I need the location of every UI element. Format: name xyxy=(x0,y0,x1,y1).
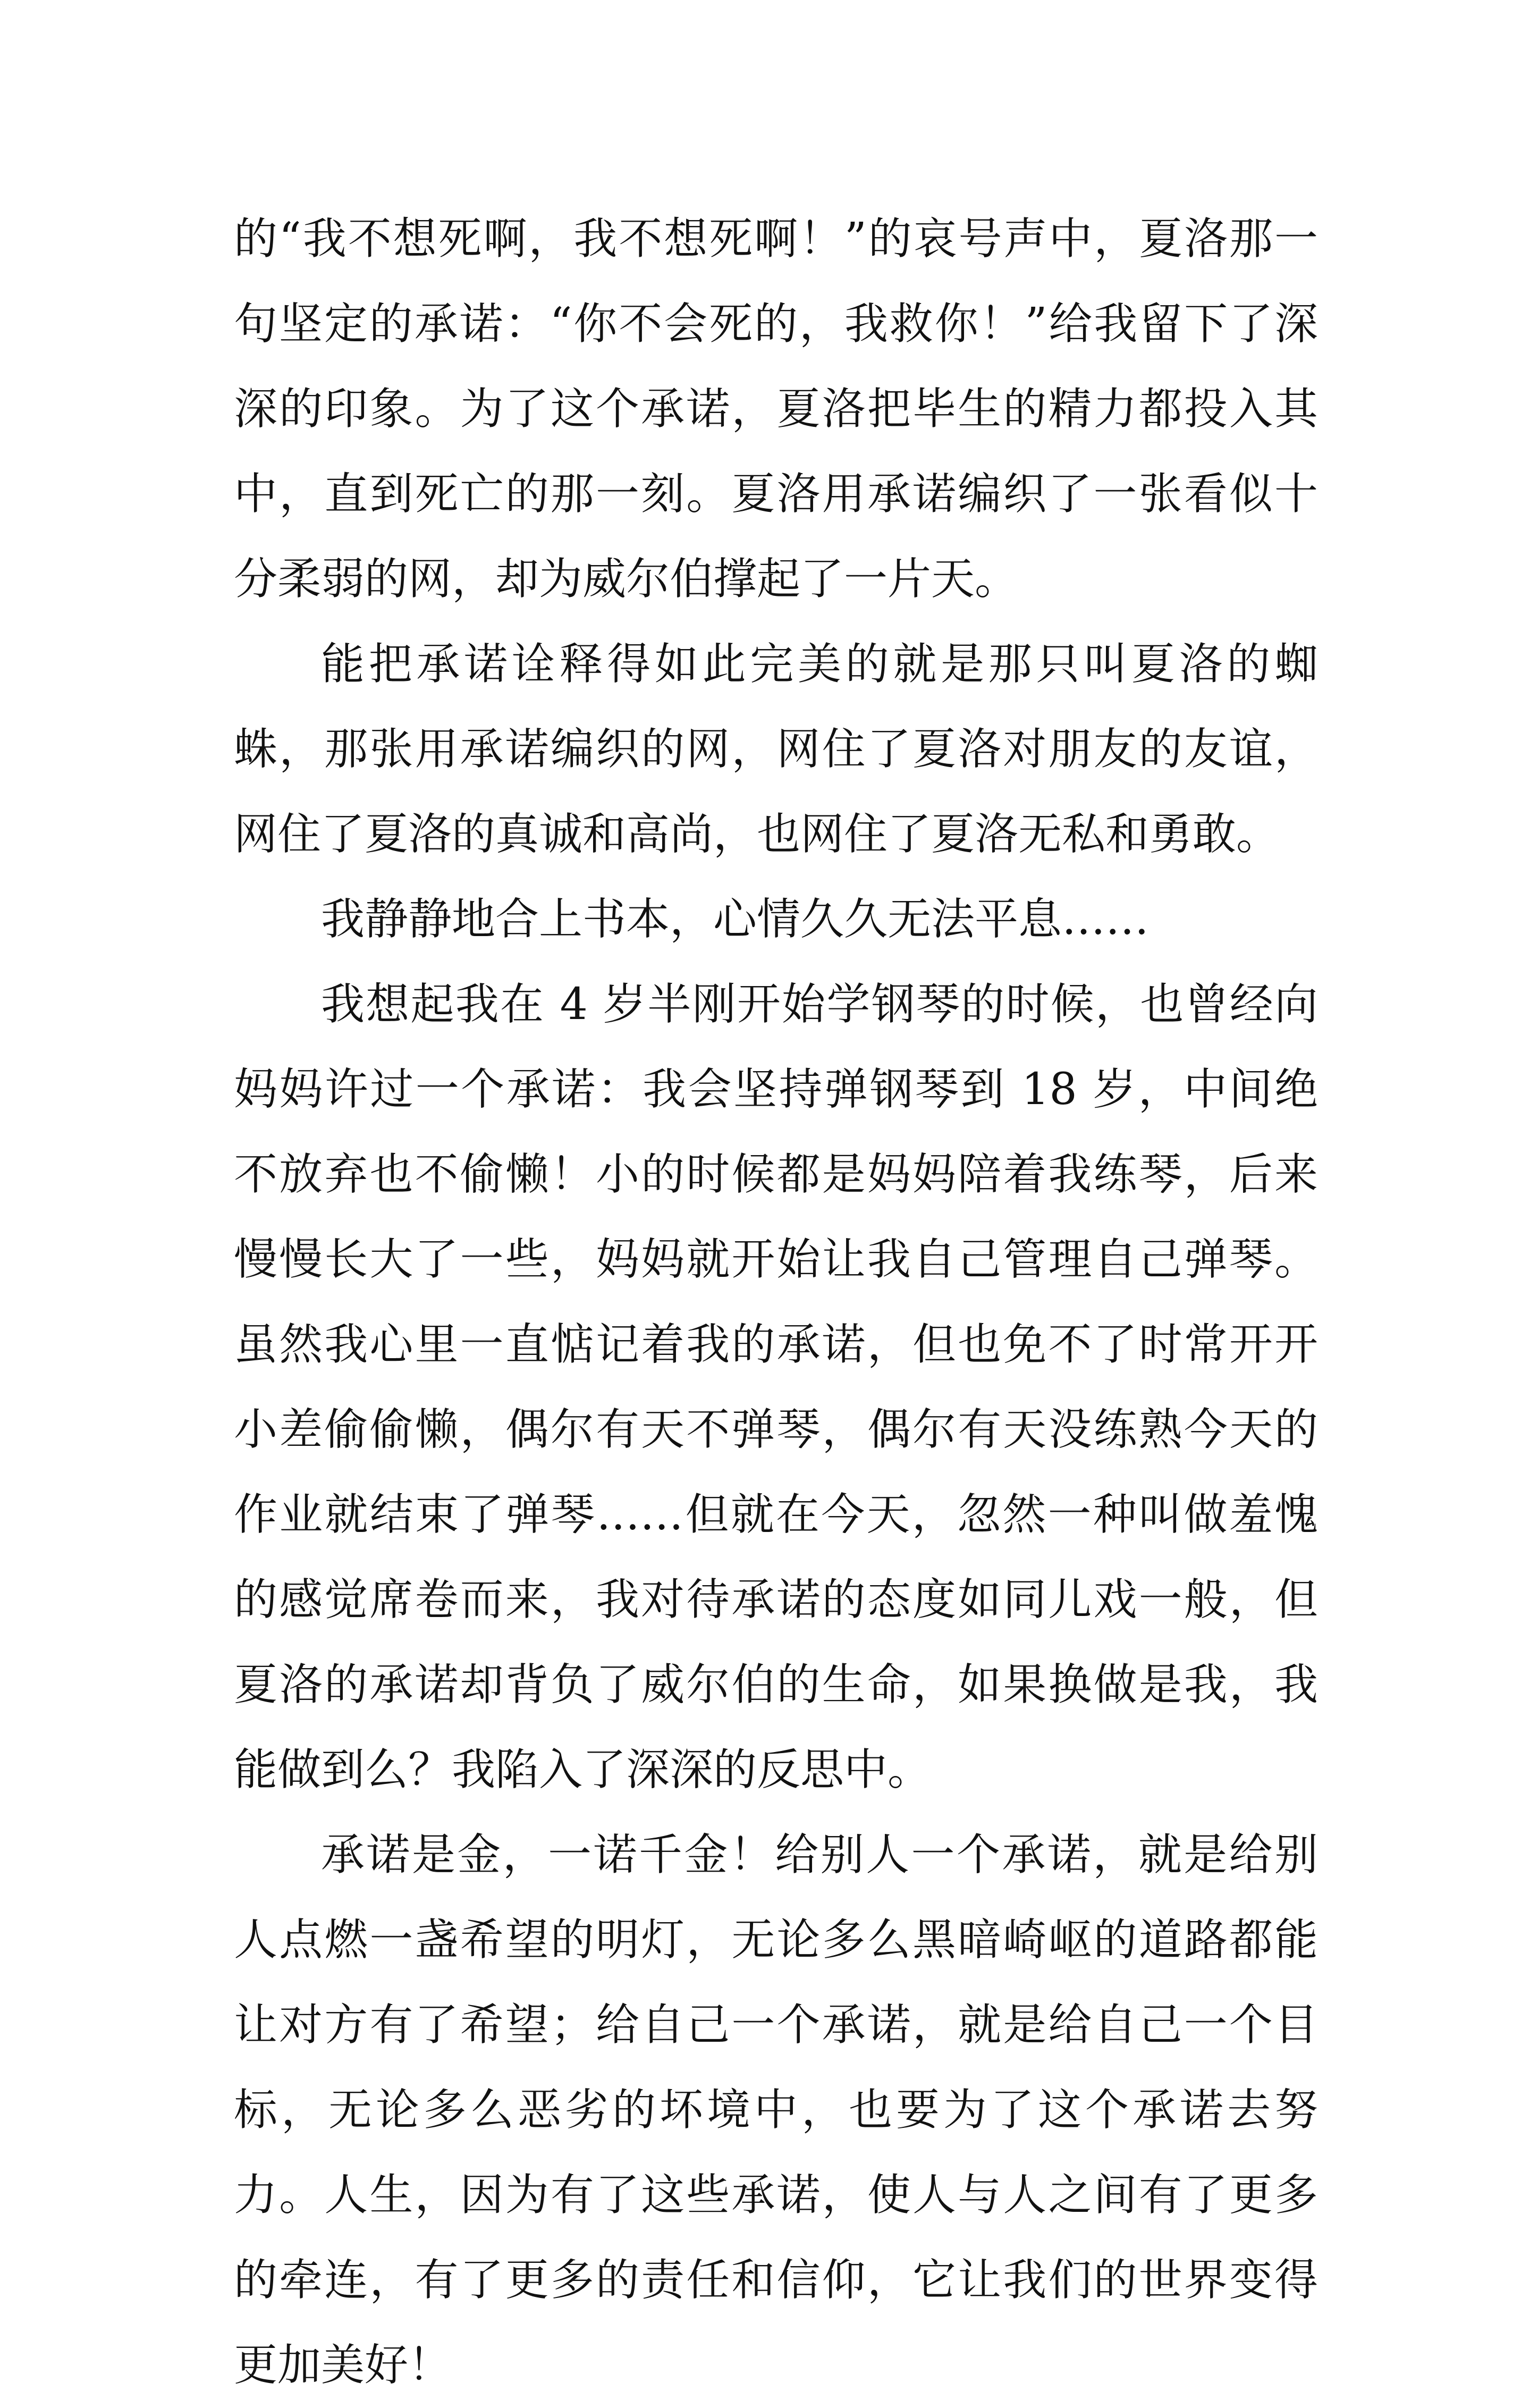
paragraph-4: 我想起我在 4 岁半刚开始学钢琴的时候，也曾经向妈妈许过一个承诺：我会坚持弹钢琴到 18 岁，中间绝不放弃也不偷懒！小的时候都是妈妈陪着我练琴，后来慢慢长大了一些，妈妈就开始让我自己管理自己弹琴。虽然我心里一直惦记着我的承诺，但也免不了时常开开小差偷偷懒，偶尔有天不弹琴，偶尔有天没练熟今天的作业就结束了弹琴……但就在今天，忽然一种叫做羞愧的感觉席卷而来，我对待承诺的态度如同儿戏一般，但夏洛的承诺却背负了威尔伯的生命，如果换做是我，我能做到么？我陷入了深深的反思中。 xyxy=(234,979,1318,1795)
paragraph-3: 我静静地合上书本，心情久久无法平息…… xyxy=(321,894,1150,945)
paragraph-5: 承诺是金，一诺千金！给别人一个承诺，就是给别人点燃一盏希望的明灯，无论多么黑暗崎岖的道路都能让对方有了希望；给自己一个承诺，就是给自己一个目标，无论多么恶劣的坏境中，也要为了这个承诺去努力。人生，因为有了这些承诺，使人与人之间有了更多的牵连，有了更多的责任和信仰，它让我们的世界变得更加美好！ xyxy=(234,1830,1318,2390)
paragraph-2: 能把承诺诠释得如此完美的就是那只叫夏洛的蜘蛛，那张用承诺编织的网，网住了夏洛对朋友的友谊，网住了夏洛的真诚和高尚，也网住了夏洛无私和勇敢。 xyxy=(234,639,1318,860)
document-body xyxy=(234,197,1318,2408)
paragraph-1: 的“我不想死啊，我不想死啊！”的哀号声中，夏洛那一句坚定的承诺：“你不会死的，我救你！”给我留下了深深的印象。为了这个承诺，夏洛把毕生的精力都投入其中，直到死亡的那一刻。夏洛用承诺编织了一张看似十分柔弱的网，却为威尔伯撑起了一片天。 xyxy=(234,214,1318,604)
